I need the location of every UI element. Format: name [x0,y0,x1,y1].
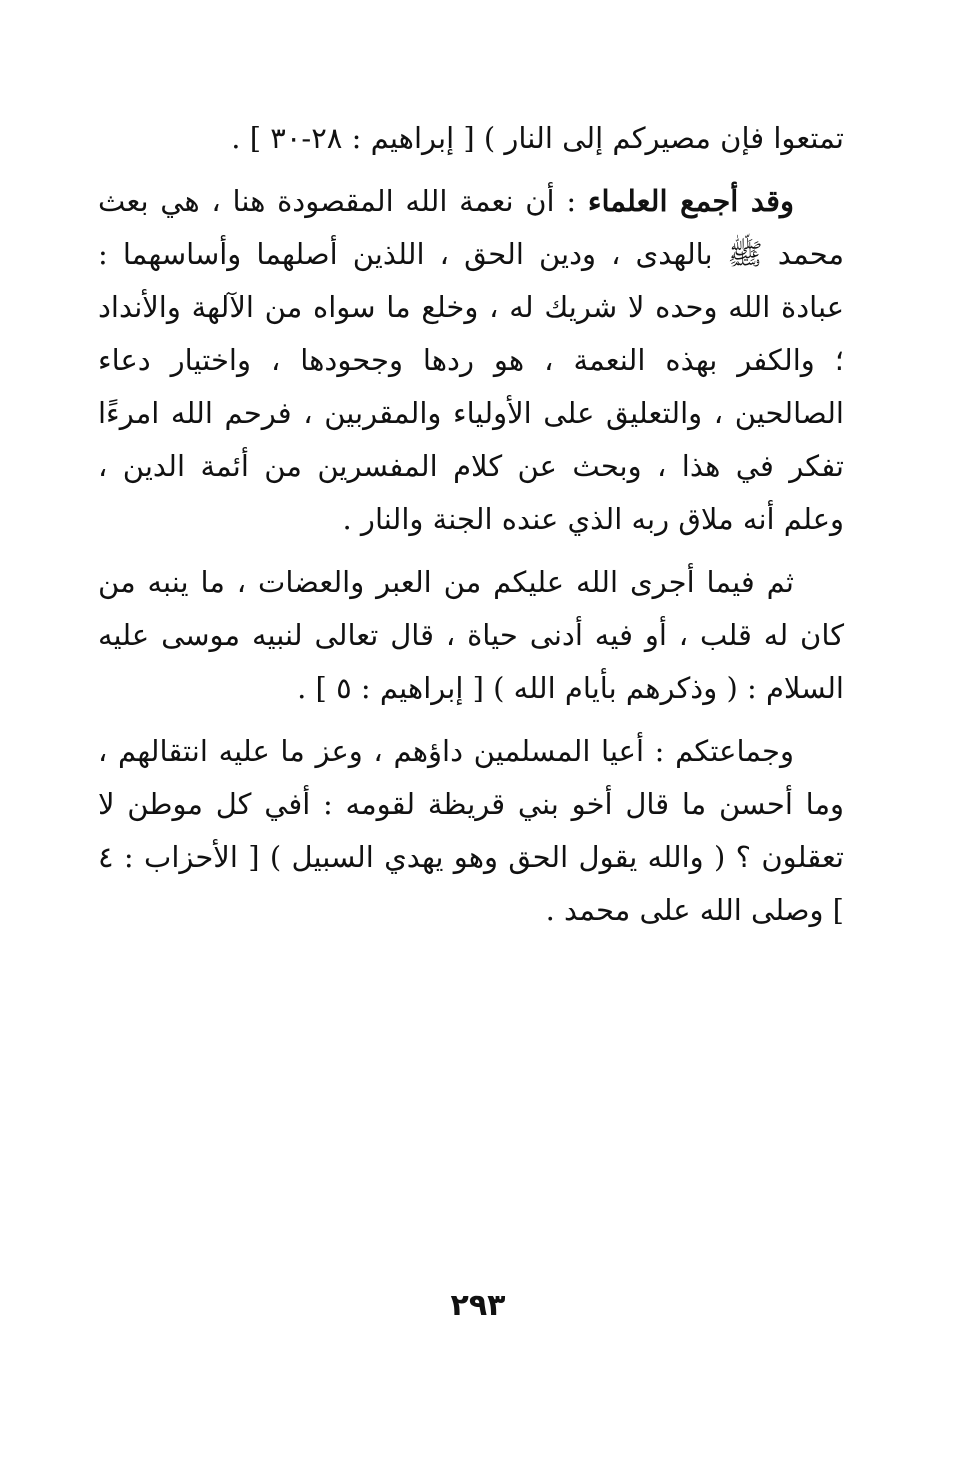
paragraph-text: وجماعتكم : أعيا المسلمين داؤهم ، وعز ما عليه انتقالهم ، وما أحسن ما قال أخو بني قريظة لقومه : أفي كل موطن لا تعقلون ؟ ( والله يقول الحق وهو يهدي السبيل ) [ الأحزاب : ٤ ] وصلى الله على محمد . [98,734,845,927]
body-text [98,112,844,947]
paragraph-lessons [98,556,844,715]
paragraph-text: تمتعوا فإن مصيركم إلى النار ) [ إبراهيم : ٢٨-٣٠ ] . [231,121,844,155]
page-number: ٢٩٣ [450,1288,506,1323]
paragraph-text: : أن نعمة الله المقصودة هنا ، هي بعث محمد ﷺ بالهدى ، ودين الحق ، اللذين أصلهما وأساسهما : عبادة الله وحده لا شريك له ، وخلع ما سواه من الآلهة والأنداد ؛ والكفر بهذه النعمة ، هو ردها وجحودها ، واختيار دعاء الصالحين ، والتعليق على الأولياء والمقربين ، فرحم الله امرءًا تفكر في هذا ، وبحث عن كلام المفسرين من أئمة الدين ، وعلم أنه ملاق ربه الذي عنده الجنة والنار . [98,184,844,536]
paragraph-closing [98,725,844,937]
paragraph-scholars-consensus [98,175,844,546]
paragraph-text: ثم فيما أجرى الله عليكم من العبر والعضات ، ما ينبه من كان له قلب ، أو فيه أدنى حياة ، قال تعالى لنبيه موسى عليه السلام : ( وذكرهم بأيام الله ) [ إبراهيم : ٥ ] . [98,565,844,705]
paragraph-lead-bold: وقد أجمع العلماء [587,184,794,218]
paragraph-quran-citation [98,112,844,165]
